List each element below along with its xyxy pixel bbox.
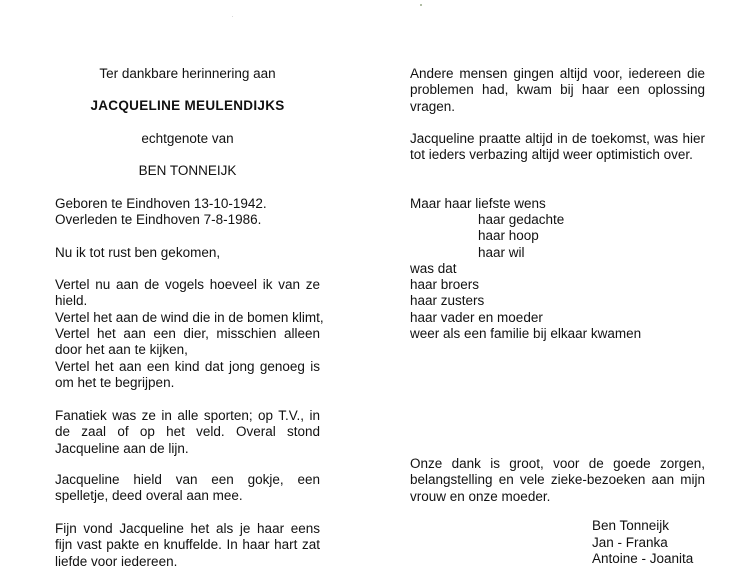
wish-line: Maar haar liefste wens bbox=[410, 196, 546, 211]
signature-line: Jan - Franka bbox=[592, 535, 668, 550]
wish-item: haar gedachte bbox=[478, 212, 565, 227]
dust-speck bbox=[420, 4, 422, 6]
future-paragraph: Jacqueline praatte altijd in de toekomst, was hier tot ieders verbazing altijd weer optimistich over. bbox=[410, 131, 705, 163]
thanks-paragraph: Onze dank is groot, voor de goede zorgen, belangstelling en vele zieke-bezoeken aan mijn vrouw en onze moeder. bbox=[410, 456, 705, 504]
poem-line: Vertel nu aan de vogels hoeveel ik van ze hield. bbox=[55, 277, 320, 309]
others-paragraph: Andere mensen gingen altijd voor, iedereen die problemen had, kwam bij haar een oplossing vragen. bbox=[410, 66, 705, 114]
spouse-intro: echtgenote van bbox=[141, 131, 234, 146]
intro-text: Ter dankbare herinnering aan bbox=[99, 66, 276, 81]
rest-line: Nu ik tot rust ben gekomen, bbox=[55, 245, 221, 260]
wish-item: haar hoop bbox=[478, 228, 539, 243]
sport-paragraph: Fanatiek was ze in alle sporten; op T.V., in de zaal of op het veld. Overal stond Jacqueline aan de lijn. bbox=[55, 408, 320, 456]
wish-item: haar wil bbox=[478, 245, 525, 260]
deceased-name: JACQUELINE MEULENDIJKS bbox=[90, 98, 285, 113]
hug-paragraph: Fijn vond Jacqueline het als je haar eens fijn vast pakte en knuffelde. In haar hart zat liefde voor iedereen. bbox=[55, 521, 320, 569]
family-line: haar zusters bbox=[410, 293, 485, 308]
signature-line: Antoine - Joanita bbox=[592, 551, 694, 566]
family-line: haar vader en moeder bbox=[410, 310, 543, 325]
dust-speck bbox=[232, 16, 233, 17]
birth-line: Geboren te Eindhoven 13-10-1942. bbox=[55, 196, 267, 211]
spouse-name: BEN TONNEIJK bbox=[138, 163, 237, 178]
game-paragraph: Jacqueline hield van een gokje, een spelletje, deed overal aan mee. bbox=[55, 472, 320, 504]
poem-line: Vertel het aan de wind die in de bomen klimt, bbox=[55, 310, 324, 325]
family-line: haar broers bbox=[410, 277, 480, 292]
poem-line: Vertel het aan een dier, misschien alleen door het aan te kijken, bbox=[55, 326, 320, 358]
signature-line: Ben Tonneijk bbox=[592, 518, 670, 533]
poem-line: Vertel het aan een kind dat jong genoeg is om het te begrijpen. bbox=[55, 359, 320, 391]
death-line: Overleden te Eindhoven 7-8-1986. bbox=[55, 212, 262, 227]
family-line: weer als een familie bij elkaar kwamen bbox=[410, 326, 642, 341]
was-line: was dat bbox=[410, 261, 457, 276]
